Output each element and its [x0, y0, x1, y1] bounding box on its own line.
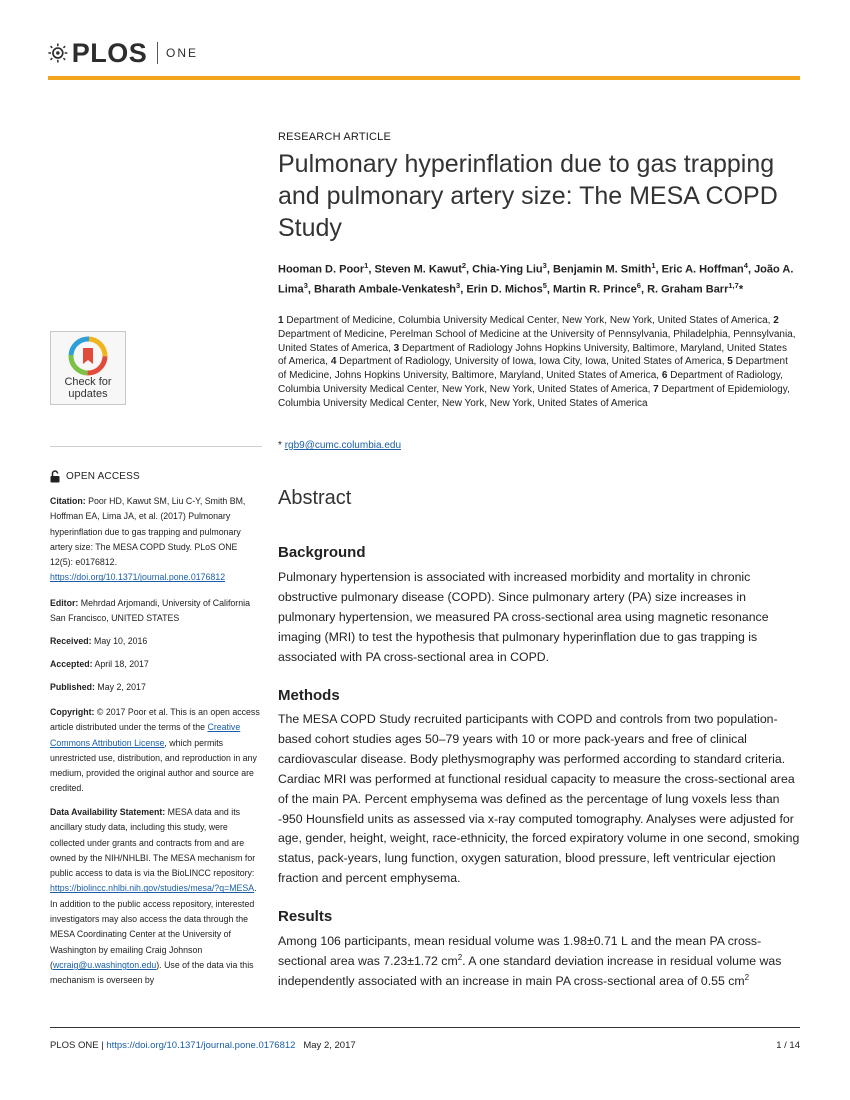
affiliation-text: Department of Medicine, Perelman School of Medicine at the University of Pennsylvania, Philadelphia, Pennsylvania, United States of America, [278, 328, 796, 354]
abstract-heading: Abstract [278, 487, 352, 509]
accepted-block [50, 657, 262, 672]
citation-block [50, 494, 262, 586]
results-sup-2: 2 [744, 972, 750, 982]
footer-rule [50, 1027, 800, 1028]
author-name: Martin R. Prince [553, 283, 637, 296]
affiliation-number: 1 [278, 315, 284, 326]
data-availability-text-3: ). Use of the data via this mechanism is overseen by [50, 959, 254, 986]
check-updates-line2: updates [68, 388, 108, 400]
affiliation-number: 4 [330, 356, 337, 368]
copyright-label: Copyright: [50, 707, 95, 717]
affiliation-number: 3 [393, 342, 400, 354]
received-label: Received: [50, 636, 92, 646]
affiliation-number: 6 [661, 370, 668, 382]
biolincc-link[interactable]: https://biolincc.nhlbi.nih.gov/studies/mesa/?q=MESA [50, 883, 255, 894]
header-accent-bar [48, 76, 800, 80]
affiliation-number: 7 [653, 383, 659, 395]
copyright-text-1: © 2017 Poor et al. This is an open access article distributed under the terms of the [50, 707, 260, 733]
plos-one-logo[interactable] [48, 38, 198, 68]
author-affiliation-sup: 5 [542, 281, 547, 291]
open-access-label [50, 470, 140, 483]
accepted-label: Accepted: [50, 659, 93, 669]
page-footer [50, 1040, 356, 1051]
logo-journal-name: ONE [165, 46, 198, 60]
author-affiliation-sup: 3 [542, 261, 547, 270]
citation-label: Citation: [50, 496, 86, 506]
author-list: Hooman D. Poor$^1$, Steven M. Kawut$^2$, Chia-Ying Liu$^3$, Benjamin M. Smith$^1$, Eric A. Hoffman$^4$, João A. Lima$^3$, Bharath Ambale-Venkatesh$^3$, Erin D. Michos$^5$, Martin R. Prince$^6$, R. Graham Barr$^{1,7}$* [278, 261, 794, 296]
affiliation-text: Department of Radiology, Columbia University Medical Center, New York, New York, United States of America, [278, 370, 783, 395]
published-block [50, 680, 262, 695]
craig-email-link[interactable]: wcraig@u.washington.edu [52, 959, 157, 970]
page-number: 1 / 14 [776, 1040, 800, 1051]
sidebar-divider [50, 446, 262, 447]
received-block [50, 634, 262, 649]
methods-text: The MESA COPD Study recruited participants with COPD and controls from two population-based cohort studies ages 50–79 years with 10 or more pack-years and free of clinical cardiovascular disease. Body plethysmography was performed according to standard criteria. Cardiac MRI was performed at functional residual capacity to measure the cross-sectional area of the main PA. Percent emphysema was defined as the percentage of lung voxels less than -950 Hounsfield units as assessed via x-ray computed tomography. Analyses were adjusted for age, gender, height, weight, race-ethnicity, the forced expiratory volume in one second, smoking status, pack-years, lung function, oxygen saturation, blood pressure, left ventricular ejection fraction and percent emphysema. [278, 712, 800, 886]
article-title: Pulmonary hyperinflation due to gas trapping and pulmonary artery size: The MESA COPD Study [278, 150, 778, 242]
open-lock-icon [50, 470, 60, 483]
published-date: May 2, 2017 [97, 682, 146, 692]
author-affiliation-sup: 4 [743, 261, 748, 270]
affiliation-text: Department of Medicine, Columbia University Medical Center, New York, New York, United States of America, [286, 315, 774, 326]
accepted-date: April 18, 2017 [94, 659, 149, 669]
author-name: R. Graham Barr [647, 283, 729, 296]
footer-date: May 2, 2017 [303, 1040, 356, 1051]
open-access-text: OPEN ACCESS [66, 471, 140, 482]
corresponding-author [278, 440, 401, 451]
logo-separator [157, 42, 158, 64]
affiliation-text: Department of Radiology, University of Iowa, Iowa City, Iowa, United States of America, [339, 356, 728, 368]
author-affiliation-sup: 1,7 [728, 281, 739, 291]
author-affiliation-sup: 6 [636, 281, 641, 291]
affiliation-text: Department of Radiology Johns Hopkins University, Baltimore, Maryland, United States of America, [278, 342, 787, 368]
published-label: Published: [50, 682, 95, 692]
author-affiliation-sup: 2 [461, 261, 467, 270]
affiliation-text: Department of Medicine, Johns Hopkins University, Baltimore, Maryland, United States of America, [278, 356, 788, 382]
results-text-2: . A one standard deviation increase in residual volume was independently associated with an increase in main PA cross-sectional area of 0.55 cm [278, 953, 782, 988]
affiliation-number: 5 [727, 356, 733, 368]
background-text: Pulmonary hypertension is associated with increased morbidity and mortality in chronic obstructive pulmonary disease (COPD). Since pulmonary artery (PA) size increases in pulmonary hypertension, we measured PA cross-sectional area using magnetic resonance imaging (MRI) to test the hypothesis that pulmonary hyperinflation due to gas trapping is associated with PA cross-sectional area in COPD. [278, 570, 769, 664]
data-availability-text-2: . In addition to the public access repository, interested investigators may also access the data through the MESA Coordinating Center at the University of Washington by emailing Craig Johnson ( [50, 883, 257, 970]
data-availability-block [50, 805, 262, 989]
copyright-block [50, 705, 262, 797]
author-name: Benjamin M. Smith [552, 263, 652, 276]
plos-sunburst-icon [48, 40, 68, 66]
article-type: RESEARCH ARTICLE [278, 131, 392, 143]
author-name: Steven M. Kawut [374, 263, 462, 276]
received-date: May 10, 2016 [94, 636, 148, 646]
footer-doi-link[interactable]: https://doi.org/10.1371/journal.pone.0176812 [106, 1040, 296, 1051]
corr-star: * [278, 440, 282, 451]
editor-label: Editor: [50, 598, 79, 608]
citation-text: Poor HD, Kawut SM, Liu C-Y, Smith BM, Hoffman EA, Lima JA, et al. (2017) Pulmonary hyperinflation due to gas trapping and pulmonary artery size: The MESA COPD Study. PLoS ONE 12(5): e0176812. [50, 496, 246, 568]
author-name: Hooman D. Poor [278, 263, 365, 276]
editor-text: Mehrdad Arjomandi, University of California San Francisco, UNITED STATES [50, 598, 250, 624]
results-sup-1: 2 [457, 952, 463, 962]
author-affiliation-sup: 3 [456, 281, 461, 291]
logo-text: PLOS [71, 37, 148, 68]
background-heading: Background [278, 544, 366, 561]
footer-journal: PLOS ONE [50, 1040, 99, 1051]
corresponding-star: * [738, 283, 744, 296]
affiliation-text: Department of Epidemiology, Columbia University Medical Center, New York, New York, United States of America [278, 383, 790, 409]
data-availability-label: Data Availability Statement: [50, 807, 166, 817]
methods-heading: Methods [278, 687, 340, 704]
footer-separator: | [101, 1040, 104, 1051]
author-affiliation-sup: 1 [364, 261, 369, 270]
citation-doi-link[interactable]: https://doi.org/10.1371/journal.pone.0176812 [50, 572, 226, 583]
author-affiliation-sup: 3 [303, 281, 308, 291]
affiliation-number: 2 [773, 315, 779, 326]
author-name: João A. Lima [278, 263, 794, 296]
results-text [278, 932, 800, 992]
check-for-updates-badge[interactable] [50, 331, 126, 405]
copyright-text-2: , which permits unrestricted use, distribution, and reproduction in any medium, provided the original author and source are credited. [50, 737, 257, 794]
editor-block [50, 596, 262, 627]
results-text-1: Among 106 participants, mean residual volume was 1.98±0.71 L and the mean PA cross-sectional area was 7.23±1.72 cm [278, 934, 762, 968]
author-affiliation-sup: 1 [651, 261, 656, 270]
results-heading: Results [278, 908, 333, 925]
creative-commons-link[interactable]: Creative Commons Attribution License [50, 722, 241, 748]
author-name: Eric A. Hoffman [661, 263, 744, 276]
author-name: Bharath Ambale-Venkatesh [313, 283, 457, 296]
data-availability-text-1: MESA data and its ancillary study data, including this study, were collected under grants and contracts from and are owned by the NIH/NHLBI. The MESA mechanism for public access to data is via the BioLINCC repository: [50, 807, 256, 879]
check-updates-line1: Check for [64, 376, 112, 388]
check-updates-icon [68, 336, 108, 376]
author-name: Chia-Ying Liu [472, 263, 543, 276]
affiliation-list [278, 314, 798, 411]
corr-email-link[interactable]: rgb9@cumc.columbia.edu [284, 440, 402, 451]
author-name: Erin D. Michos [466, 283, 543, 296]
